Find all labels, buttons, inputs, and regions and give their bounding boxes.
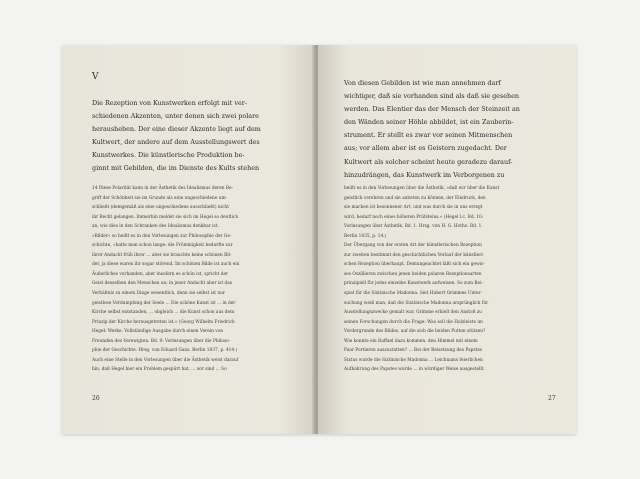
footnote-line: Der Übergang von der ersten Art der künstlerischen Rezeption (344, 243, 482, 249)
footnote-line: Auch eine Stelle in den Vorlesungen über die Ästhetik weist darauf (92, 357, 239, 363)
footnote-line: Kirche selbst entstanden, ... obgleich ... die Kunst schon aus dem (92, 310, 235, 316)
footnote-line: Prinzip der Kirche herausgetreten ist.« (Georg Wilhelm Friedrich (92, 319, 235, 325)
footnote-line: Freunden des Verewigten. Bd. 9: Vorlesungen über die Philoso- (92, 338, 231, 344)
left-footnotes (92, 184, 310, 375)
main-text-line: ginnt mit Gebilden, die im Dienste des Kults stehen (92, 164, 260, 173)
footnote-line: Vorlesungen über Ästhetik. Bd. 1. Hrsg. von H. G. Hotho. Bd. 1. (344, 224, 483, 230)
footnote-line: Sixtus wurde die Sixtinische Madonna ... Leichnams feierlichen (344, 357, 483, 363)
footnote-line: sie machen ist besonnener Art, und was durch sie in uns erregt (344, 205, 483, 211)
footnote-line: Hegel: Werke. Vollständige Ausgabe durch einen Verein von (92, 329, 224, 335)
footnote-line: prinzipiell für jedes einzelne Kunstwerk aufweisen. So zum Bei- (344, 281, 483, 287)
footnote-line: zur zweiten bestimmt den geschichtlichen Verlauf der künstleri- (344, 252, 485, 258)
main-text-line: schiedenen Akzenten, unter denen sich zwei polare (92, 112, 259, 121)
main-text-line: Die Rezeption von Kunstwerken erfolgt mit ver- (92, 99, 247, 107)
right-page (318, 45, 576, 434)
main-text-line: werden. Das Elentier das der Mensch der Steinzeit an (344, 105, 520, 114)
page-number-left: 26 (92, 395, 100, 402)
page-number-right: 27 (548, 395, 556, 402)
left-page (62, 45, 315, 434)
footnote-line: schließt (demgemäß als eine ungeschiedene ausschließt) nicht (92, 205, 229, 211)
left-main-text (92, 97, 306, 176)
footnote-line: wird, bedarf noch eines höheren Prüfsteins.« (Hegel l.c. Bd. 10: (344, 214, 484, 220)
footnote-line: seinen Forschungen durch die Frage: Was soll die Holzleiste im (344, 319, 483, 325)
main-text-line: strument. Er stellt es zwar vor seinen Mitmenschen (344, 131, 513, 140)
footnote-line: »Bilder« so heißt es in den Vorlesungen zur Philosophie der Ge- (92, 233, 232, 239)
footnote-line: Ausstellungszwecke gemalt war. Grimme erhielt den Anstoß zu (344, 310, 482, 316)
footnote-line: Berlin 1835, p. 14.) (344, 233, 387, 239)
footnote-line: spiel für die Sixtinische Madonna. Seit Hubert Grimmes Unter- (344, 291, 483, 297)
footnote-line: Vordergrunde des Bildes, auf die sich die beiden Putten stützen? (344, 329, 486, 335)
main-text-line: Von diesen Gebilden ist wie man annehmen darf (344, 79, 501, 87)
main-text-line: herausheben. Der eine dieser Akzente liegt auf dem (92, 125, 261, 134)
footnote-line: ses Oszillieren zwischen jenen beiden polaren Rezeptionsarten (344, 271, 482, 277)
footnote-line: Wie konnte ein Raffael dazu kommen, den Himmel mit einem (344, 338, 478, 344)
right-footnotes (344, 184, 566, 375)
footnote-line: Aufbahrung des Papstes wurde ... in würdiger Weise ausgestellt. (344, 367, 485, 373)
footnote-line: 14 Diese Polarität kann in der Ästhetik des Idealismus deren Be- (92, 186, 234, 191)
footnote-line: ihrer Andacht früh ihrer ... aber sie brauchte keine schönen Bil- (92, 252, 232, 258)
footnote-line: geistlose Verdumpfung der Seele ... Die schöne Kunst ist ... in der (92, 300, 236, 306)
footnote-line: Paar Portieren auszustatten? ... Bei der Beisetzung des Papstes (344, 348, 483, 354)
main-text-line: wichtiger, daß sie vorhanden sind als daß sie gesehen (344, 92, 520, 101)
right-main-text (344, 77, 564, 182)
footnote-line: Äußerliches vorhanden, aber insofern es schön ist, spricht der (92, 271, 229, 277)
footnote-line: der, ja diese waren ihr sogar störend. Im schönen Bilde ist auch ein (92, 262, 240, 268)
main-text-line: Kultwert als solcher scheint heute geradezu darauf- (344, 157, 513, 166)
footnote-line: heißt es in den Vorlesungen über die Ästhetik, »daß wir über die Kunst (344, 186, 500, 191)
main-text-line: aus; vor allem aber ist es Geistern zugedacht. Der (344, 144, 507, 153)
main-text-line: hinzudrängen, das Kunstwerk im Verborgenen zu (344, 170, 505, 179)
footnote-line: phie der Geschichte. Hrsg. von Eduard Gans. Berlin 1837, p. 414.) (92, 348, 238, 354)
footnote-line: hin, daß Hegel hier ein Problem gespürt hat. ... wir sind ... So (92, 367, 227, 373)
main-text-line: Kunstwerkes. Die künstlerische Produktion be- (92, 151, 245, 160)
footnote-line: an, wie dies in den Schranken des Idealismus denkbar ist. (92, 224, 219, 230)
footnote-line: suchung weiß man, daß die Sixtinische Madonna ursprünglich für (344, 300, 489, 306)
open-book (62, 45, 576, 434)
footnote-line: ihr Recht gelangen. Immerhin meldet sie sich im Hegel so deutlich (92, 214, 239, 220)
footnote-line: schen Rezeption überhaupt. Demungeachtet läßt sich ein gewis- (344, 262, 485, 268)
main-text-line: Kultwert, der andere auf dem Ausstellungswert des (92, 138, 260, 147)
footnote-line: geistlich verehren und sie anbeten zu können, der Eindruck, den (344, 195, 486, 201)
chapter-heading: V (92, 72, 99, 82)
footnote-line: griff der Schönheit sie im Grunde als eine ungeschiedene um- (92, 195, 228, 201)
footnote-line: schichte, »hatte man schon lange: die Frömmigkeit bedurfte zur (92, 243, 233, 249)
footnote-line: Geist desselben den Menschen an; in jener Andacht aber ist das (92, 281, 233, 287)
main-text-line: den Wänden seiner Höhle abbildet, ist ein Zauberin- (344, 118, 514, 127)
footnote-line: Verhältnis zu einem Dinge wesentlich, denn sie selbst ist nur (92, 291, 225, 297)
